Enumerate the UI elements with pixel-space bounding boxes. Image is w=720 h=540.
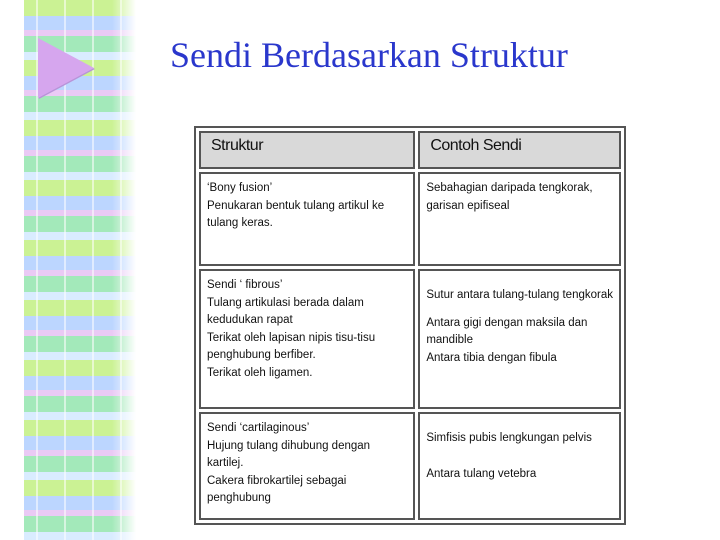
cell-text: kedudukan rapat bbox=[207, 314, 293, 326]
table-header-row bbox=[199, 131, 621, 169]
cell-text: mandible bbox=[426, 334, 473, 346]
cell-text: ‘Bony fusion’ bbox=[207, 182, 273, 194]
contoh-cell bbox=[418, 412, 621, 520]
cell-text: Tulang artikulasi berada dalam bbox=[207, 296, 364, 309]
cell-text: penghubung berfiber. bbox=[207, 349, 316, 361]
table-row bbox=[199, 412, 621, 520]
cell-text: Cakera fibrokartilej sebagai bbox=[207, 474, 347, 487]
cell-text: tulang keras. bbox=[207, 217, 273, 229]
contoh-cell bbox=[418, 172, 621, 266]
cell-text: Sutur antara tulang-tulang tengkorak bbox=[426, 289, 613, 301]
cell-text: garisan epifiseal bbox=[426, 199, 510, 212]
cell-text: Antara tibia dengan fibula bbox=[426, 351, 557, 364]
struktur-cell bbox=[199, 412, 415, 520]
cell-text: Hujung tulang dihubung dengan bbox=[207, 439, 371, 452]
cell-text: Sebahagian daripada tengkorak, bbox=[426, 182, 593, 194]
cell-text: Sendi ‘cartilaginous’ bbox=[207, 422, 310, 434]
cell-text: Simfisis pubis lengkungan pelvis bbox=[426, 432, 592, 444]
cell-text: Antara gigi dengan maksila dan bbox=[426, 316, 588, 329]
cell-text: Terikat oleh lapisan nipis tisu-tisu bbox=[207, 331, 376, 344]
header-struktur: Struktur bbox=[199, 131, 415, 169]
cell-text: penghubung bbox=[207, 492, 271, 504]
struktur-cell bbox=[199, 269, 415, 409]
slide-title: Sendi Berdasarkan Struktur bbox=[170, 35, 568, 75]
cell-text: Sendi ‘ fibrous’ bbox=[207, 279, 283, 291]
struktur-table bbox=[194, 126, 626, 525]
table-row bbox=[199, 172, 621, 266]
header-contoh-sendi: Contoh Sendi bbox=[418, 131, 621, 169]
table-row bbox=[199, 269, 621, 409]
cell-text: Penukaran bentuk tulang artikul ke bbox=[207, 199, 385, 212]
cell-text: Terikat oleh ligamen. bbox=[207, 366, 313, 379]
triangle-bullet-icon bbox=[38, 38, 94, 98]
struktur-cell bbox=[199, 172, 415, 266]
cell-text: kartilej. bbox=[207, 457, 244, 469]
cell-text: Antara tulang vetebra bbox=[426, 467, 537, 480]
contoh-cell bbox=[418, 269, 621, 409]
